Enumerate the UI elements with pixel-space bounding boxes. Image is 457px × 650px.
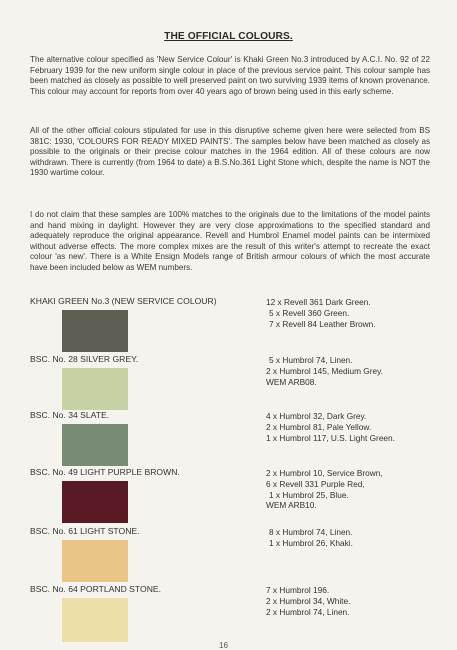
swatch-khaki-green: [62, 310, 128, 352]
swatch-label-portland-stone: BSC. No. 64 PORTLAND STONE.: [30, 584, 162, 594]
page-title: THE OFFICIAL COLOURS.: [164, 31, 293, 42]
swatch-label-silver-grey: BSC. No. 28 SILVER GREY.: [30, 354, 139, 364]
mix-line: 2 x Humbrol 145, Medium Grey.: [266, 365, 383, 376]
mix-portland-stone: [266, 585, 350, 617]
mix-line: 1 x Humbrol 25, Blue.: [269, 489, 349, 500]
mix-khaki-green: [266, 297, 376, 329]
mix-line: 2 x Humbrol 81, Pale Yellow.: [266, 421, 372, 432]
swatch-silver-grey: [62, 368, 128, 410]
mix-line: 5 x Humbrol 74, Linen.: [269, 355, 353, 365]
swatch-light-purple-brown: [62, 481, 128, 523]
swatch-label-slate: BSC. No. 34 SLATE.: [30, 410, 110, 420]
mix-line: 4 x Humbrol 32, Dark Grey.: [266, 411, 367, 421]
mix-line: 2 x Humbrol 74, Linen.: [266, 606, 350, 617]
paragraph-bs381c: All of the other official colours stipulated for use in this disruptive scheme given here were selected from BS 381C: 1930, 'COLOURS FOR READY MIXED PAINTS'. The samples below have been matched as closely as possible to the originals or their precise colour matches in the 1964 edition. All of these colours are now withdrawn. There is currently (from 1964 to date) a B.S.No.361 Light Stone which, despite the name is NOT the 1930 wartime colour.: [30, 126, 430, 178]
mix-line: 2 x Humbrol 10, Service Brown,: [266, 468, 383, 478]
paragraph-khaki-green: The alternative colour specified as 'New Service Colour' is Khaki Green No.3 introduced by A.C.I. No. 92 of 22 February 1939 for the new uniform single colour in place of the previous service paint. This colour sample has been matched as closely as possible to well preserved paint on two surviving 1939 items of known provenance. This colour may account for reports from over 40 years ago of brown being used in this early scheme.: [30, 55, 430, 96]
mix-line: 6 x Revell 331 Purple Red,: [266, 478, 365, 489]
page-number: 16: [219, 641, 228, 650]
mix-slate: [266, 411, 395, 443]
mix-line: 1 x Humbrol 117, U.S. Light Green.: [266, 432, 395, 443]
paragraph-disclaimer: I do not claim that these samples are 100% matches to the originals due to the limitations of the model paints and hand mixing in daylight. However they are very close approximations to the specified standard and adequately reproduce the original appearance. Revell and Humbrol Enamel model paints can be intermixed without adverse effects. The more complex mixes are the result of this writer's attempt to recreate the exact colour 'as new'. There is a White Ensign Models range of British armour colours of which the most accurate have been included below as WEM numbers.: [30, 210, 430, 272]
mix-line: 7 x Revell 84 Leather Brown.: [269, 318, 376, 329]
mix-light-stone: [266, 527, 353, 549]
mix-line: 5 x Revell 360 Green.: [269, 307, 350, 318]
swatch-label-light-stone: BSC. No. 61 LIGHT STONE.: [30, 526, 140, 536]
swatch-slate: [62, 424, 128, 466]
mix-line: 1 x Humbrol 26, Khaki.: [269, 537, 353, 548]
swatch-label-light-purple-brown: BSC. No. 49 LIGHT PURPLE BROWN.: [30, 467, 180, 477]
swatch-label-khaki-green: KHAKI GREEN No.3 (NEW SERVICE COLOUR): [30, 296, 217, 306]
mix-line: 8 x Humbrol 74, Linen.: [269, 527, 353, 537]
swatch-portland-stone: [62, 598, 128, 642]
mix-line: 12 x Revell 361 Dark Green.: [266, 297, 371, 307]
mix-line: 7 x Humbrol 196.: [266, 585, 330, 595]
mix-line: WEM ARB10.: [266, 500, 317, 511]
mix-light-purple-brown: [266, 468, 383, 511]
mix-silver-grey: [266, 355, 383, 387]
mix-line: WEM ARB08.: [266, 376, 317, 387]
mix-line: 2 x Humbrol 34, White.: [266, 595, 351, 606]
swatch-light-stone: [62, 540, 128, 582]
